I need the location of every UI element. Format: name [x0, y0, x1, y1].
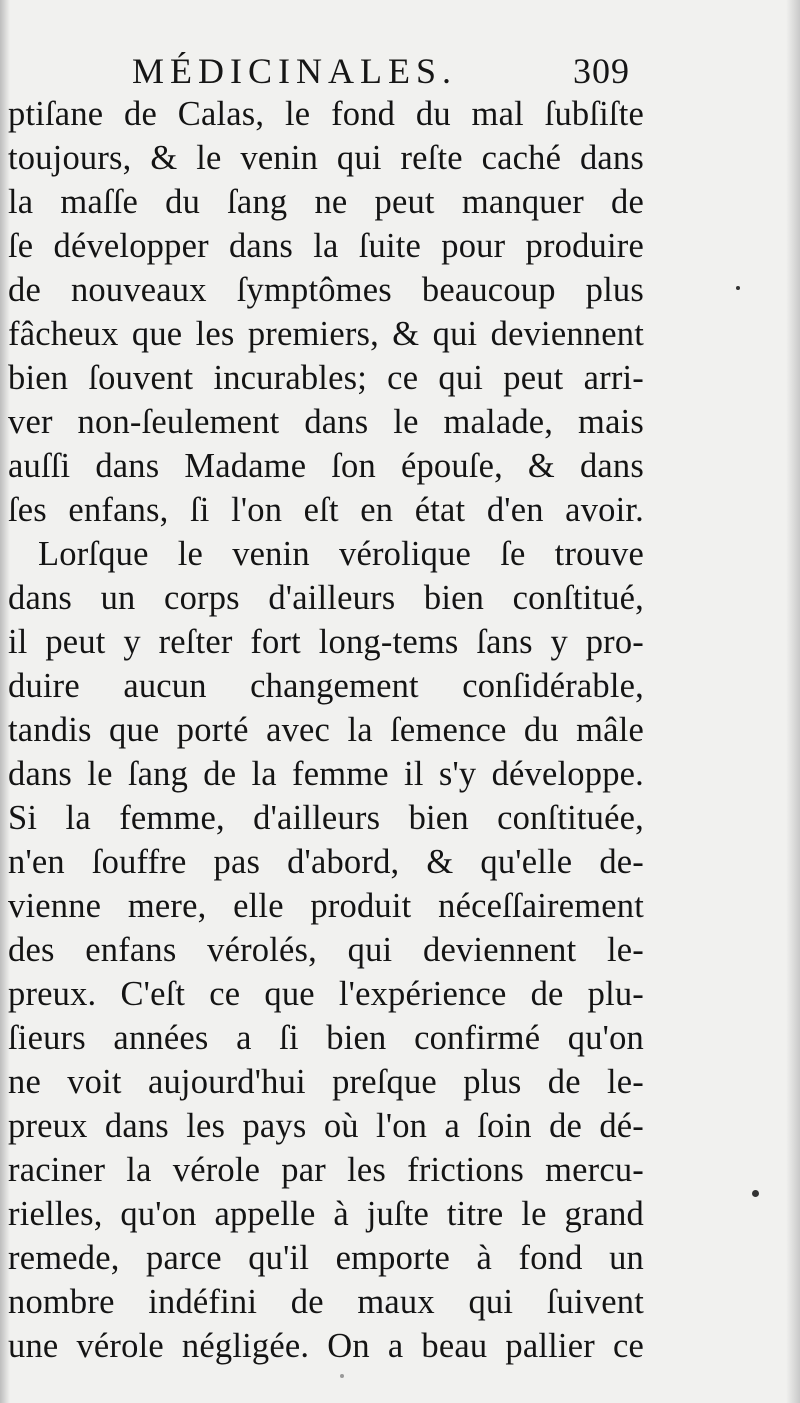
text-line: rielles, qu'on appelle à juſte titre le grand: [8, 1195, 644, 1233]
text-line: il peut y reſter fort long-tems ſans y pro-: [8, 623, 644, 661]
text-line: ptiſane de Calas, le fond du mal ſubſiſte: [8, 95, 644, 133]
text-line: dans un corps d'ailleurs bien conſtitué,: [8, 579, 644, 617]
running-title: MÉDICINALES.: [132, 51, 457, 91]
text-line: ne voit aujourd'hui preſque plus de le-: [8, 1063, 644, 1101]
text-line: auſſi dans Madame ſon épouſe, & dans: [8, 447, 644, 485]
text-line: des enfans vérolés, qui deviennent le-: [8, 931, 644, 969]
text-line: ver non-ſeulement dans le malade, mais: [8, 403, 644, 441]
text-line: nombre indéfini de maux qui ſuivent: [8, 1283, 644, 1321]
text-line: toujours, & le venin qui reſte caché dans: [8, 139, 644, 177]
text-line: Si la femme, d'ailleurs bien conſtituée,: [8, 799, 644, 837]
text-line: n'en ſouffre pas d'abord, & qu'elle de-: [8, 843, 644, 881]
text-line: ſes enfans, ſi l'on eſt en état d'en avoir.: [8, 491, 644, 529]
text-line: duire aucun changement conſidérable,: [8, 667, 644, 705]
text-line: fâcheux que les premiers, & qui deviennent: [8, 315, 644, 353]
text-line: une vérole négligée. On a beau pallier ce: [8, 1327, 644, 1365]
text-line: remede, parce qu'il emporte à fond un: [8, 1239, 644, 1277]
ink-speck: [340, 1374, 344, 1378]
ink-speck: [736, 286, 740, 290]
paragraph-first-line: Lorſque le venin vérolique ſe trouve: [38, 535, 644, 573]
page-number: 309: [573, 51, 630, 91]
text-line: la maſſe du ſang ne peut manquer de: [8, 183, 644, 221]
page-header: [0, 46, 800, 96]
text-line: ſe développer dans la ſuite pour produire: [8, 227, 644, 265]
text-line: ſieurs années a ſi bien confirmé qu'on: [8, 1019, 644, 1057]
text-line: preux dans les pays où l'on a ſoin de dé-: [8, 1107, 644, 1145]
text-line: raciner la vérole par les frictions mercu-: [8, 1151, 644, 1189]
text-line: preux. C'eſt ce que l'expérience de plu-: [8, 975, 644, 1013]
text-line: vienne mere, elle produit néceſſairement: [8, 887, 644, 925]
ink-speck: [752, 1190, 759, 1197]
text-line: dans le ſang de la femme il s'y développe.: [8, 755, 644, 793]
text-line: tandis que porté avec la ſemence du mâle: [8, 711, 644, 749]
text-line: bien ſouvent incurables; ce qui peut arri-: [8, 359, 644, 397]
text-line: de nouveaux ſymptômes beaucoup plus: [8, 271, 644, 309]
body-text: [0, 92, 800, 1382]
